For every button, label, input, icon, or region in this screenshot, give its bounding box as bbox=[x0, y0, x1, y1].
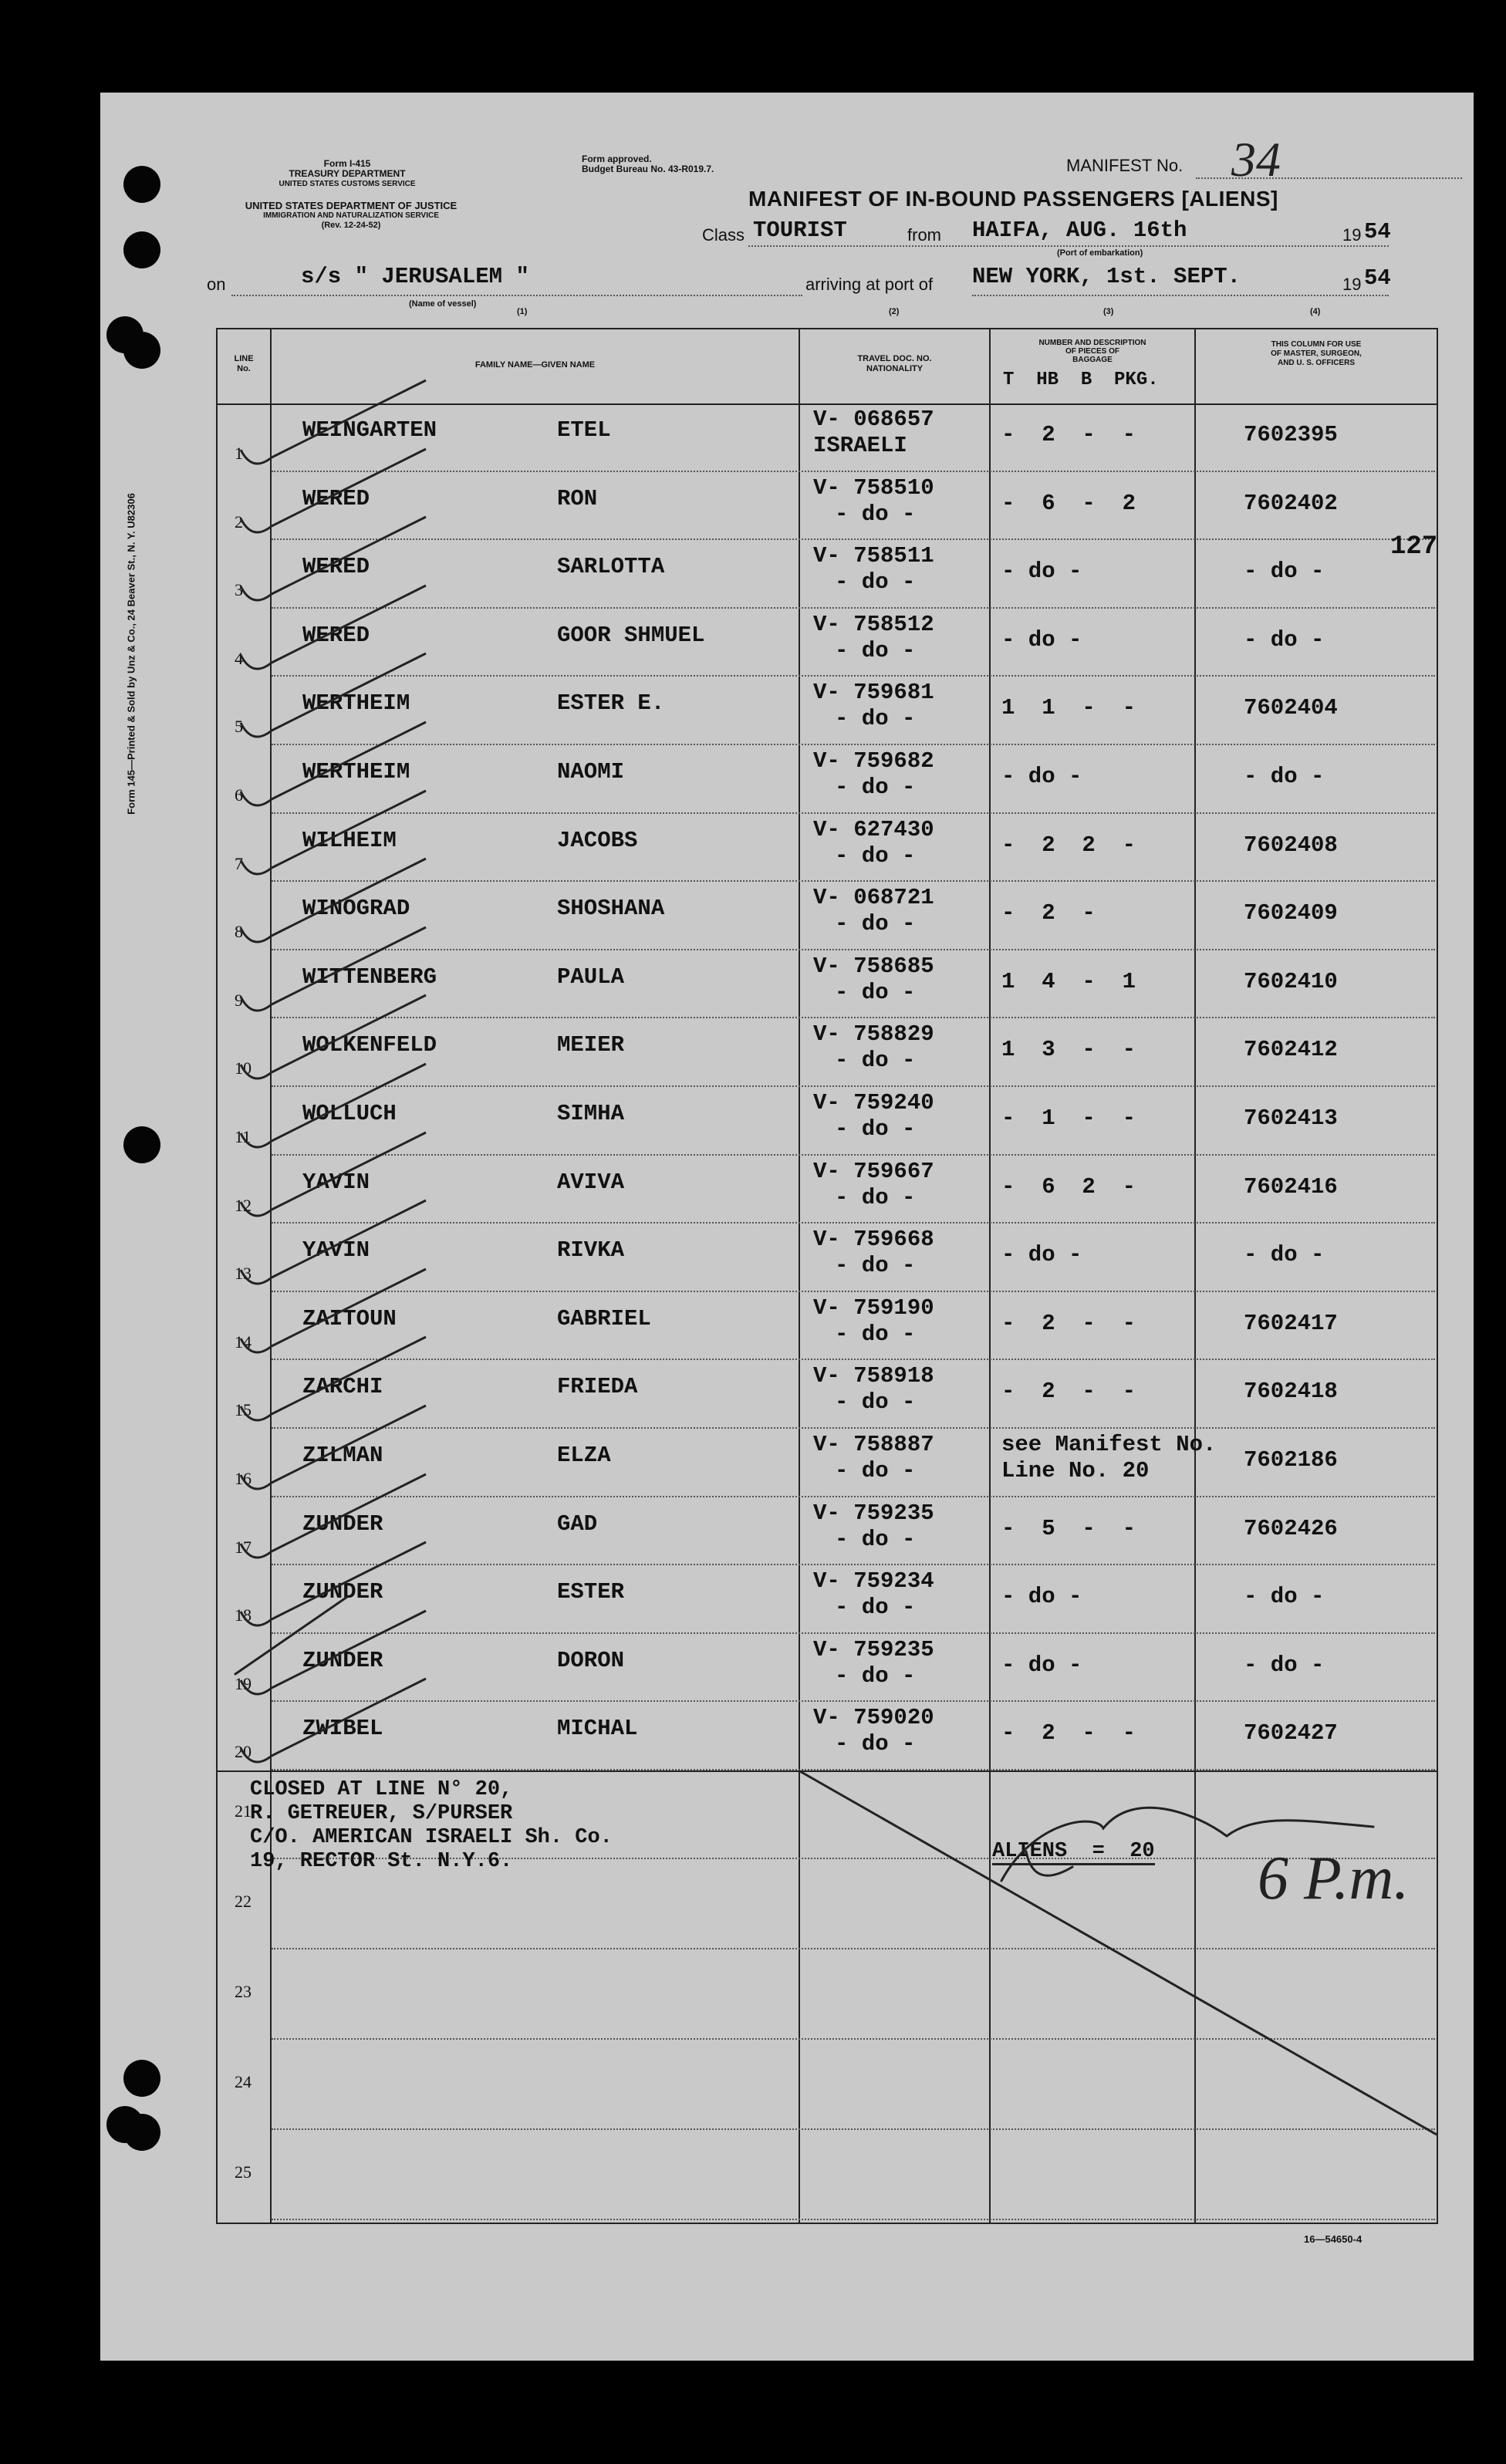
baggage: - 5 - - bbox=[1001, 1515, 1136, 1541]
given-name: ESTER E. bbox=[557, 690, 665, 717]
officer-entry: - do - bbox=[1244, 1584, 1325, 1610]
line-number: 7 bbox=[235, 853, 243, 873]
baggage: - do - bbox=[1001, 1652, 1082, 1678]
baggage: 1 3 - - bbox=[1001, 1037, 1136, 1063]
officer-entry: 7602418 bbox=[1244, 1379, 1338, 1405]
given-name: AVIVA bbox=[557, 1169, 625, 1195]
line-number: 5 bbox=[235, 717, 243, 737]
given-name: ETEL bbox=[557, 417, 611, 443]
baggage: - 6 - 2 bbox=[1001, 490, 1136, 516]
line-number: 13 bbox=[235, 1264, 252, 1284]
line-number: 25 bbox=[235, 2162, 252, 2182]
nationality: - do - bbox=[835, 569, 916, 596]
manifest-sheet bbox=[100, 93, 1474, 2361]
class-value: TOURIST bbox=[753, 218, 847, 243]
line-number: 21 bbox=[235, 1801, 252, 1821]
line-number: 11 bbox=[235, 1127, 252, 1146]
officer-entry: 7602426 bbox=[1244, 1515, 1338, 1541]
family-name: WITTENBERG bbox=[302, 964, 437, 990]
officer-entry: 7602427 bbox=[1244, 1720, 1338, 1747]
given-name: SHOSHANA bbox=[557, 896, 665, 922]
line-number: 17 bbox=[235, 1537, 252, 1557]
given-name: GOOR SHMUEL bbox=[557, 622, 705, 648]
from-label: from bbox=[907, 225, 941, 245]
baggage: - do - bbox=[1001, 1584, 1082, 1610]
family-name: WOLKENFELD bbox=[302, 1032, 437, 1058]
travel-doc-text: TRAVEL DOC. NO. bbox=[857, 354, 932, 363]
nationality: - do - bbox=[835, 1389, 916, 1416]
officer-entry: 7602417 bbox=[1244, 1310, 1338, 1336]
family-name: ZILMAN bbox=[302, 1443, 383, 1468]
closing-line-3: C/O. AMERICAN ISRAELI Sh. Co. bbox=[250, 1826, 613, 1849]
line-number: 9 bbox=[235, 990, 243, 1010]
name-header: FAMILY NAME—GIVEN NAME bbox=[474, 360, 596, 370]
line-number: 23 bbox=[235, 1982, 252, 2001]
class-label: Class bbox=[702, 225, 745, 245]
closing-line-1: CLOSED AT LINE N° 20, bbox=[250, 1778, 513, 1801]
baggage: - 1 - - bbox=[1001, 1105, 1136, 1131]
family-name: WOLLUCH bbox=[302, 1101, 397, 1126]
family-name: ZAITOUN bbox=[302, 1305, 397, 1332]
check-marks bbox=[100, 93, 1474, 2361]
line-number: 8 bbox=[235, 922, 243, 942]
line-number: 3 bbox=[235, 580, 243, 600]
baggage: see Manifest No. bbox=[1001, 1432, 1217, 1457]
travel-doc-number: V- 759234 bbox=[813, 1568, 934, 1595]
officer-entry: - do - bbox=[1244, 559, 1325, 585]
family-name: YAVIN bbox=[302, 1169, 370, 1195]
travel-doc-number: V- 759235 bbox=[813, 1636, 934, 1662]
nationality: - do - bbox=[835, 706, 916, 732]
revision-label: (Rev. 12-24-52) bbox=[321, 221, 381, 230]
given-name: PAULA bbox=[557, 964, 625, 990]
nationality: - do - bbox=[835, 1526, 916, 1552]
travel-doc-number: V- 627430 bbox=[813, 816, 934, 842]
vessel-note: (Name of vessel) bbox=[409, 299, 477, 309]
nationality: - do - bbox=[835, 1184, 916, 1210]
baggage-types: T HB B PKG. bbox=[1003, 370, 1159, 390]
family-name: ZUNDER bbox=[302, 1510, 383, 1537]
given-name: RON bbox=[557, 485, 598, 511]
on-label: on bbox=[207, 275, 226, 294]
travel-doc-number: V- 758829 bbox=[813, 1021, 934, 1048]
travel-doc-number: V- 068657 bbox=[813, 407, 934, 432]
nationality: - do - bbox=[835, 1253, 916, 1279]
officer-entry: 7602413 bbox=[1244, 1105, 1338, 1131]
margin-count: 127 bbox=[1390, 532, 1438, 562]
year-prefix: 19 bbox=[1342, 225, 1362, 245]
baggage: - 2 - - bbox=[1001, 422, 1136, 447]
line-number: 18 bbox=[235, 1605, 252, 1625]
family-name: ZARCHI bbox=[302, 1374, 383, 1400]
nationality: - do - bbox=[835, 1595, 916, 1621]
line-number: 2 bbox=[235, 511, 243, 532]
baggage: 1 4 - 1 bbox=[1001, 968, 1136, 994]
family-name: WILHEIM bbox=[302, 827, 397, 853]
nationality: - do - bbox=[835, 637, 916, 663]
closing-line-4: 19, RECTOR St. N.Y.6. bbox=[250, 1850, 513, 1873]
line-number: 24 bbox=[235, 2072, 252, 2091]
given-name: ESTER bbox=[557, 1579, 625, 1605]
arriving-label: arriving at port of bbox=[805, 275, 934, 294]
family-name: WEINGARTEN bbox=[302, 417, 437, 443]
officers-text-2: OF MASTER, SURGEON, bbox=[1271, 349, 1362, 358]
baggage: - do - bbox=[1001, 1242, 1082, 1268]
department-label: UNITED STATES DEPARTMENT OF JUSTICE bbox=[245, 200, 458, 211]
year-value: 54 bbox=[1364, 265, 1391, 291]
line-number: 10 bbox=[235, 1058, 252, 1078]
nationality: - do - bbox=[835, 1662, 916, 1689]
travel-doc-number: V- 758511 bbox=[813, 543, 934, 569]
manifest-number: 34 bbox=[1231, 132, 1281, 187]
family-name: WERTHEIM bbox=[302, 759, 410, 785]
family-name: ZUNDER bbox=[302, 1579, 383, 1605]
travel-doc-number: V- 759681 bbox=[813, 680, 934, 706]
nationality: - do - bbox=[835, 1458, 916, 1483]
vessel-name: s/s " JERUSALEM " bbox=[301, 264, 529, 289]
travel-doc-number: V- 758512 bbox=[813, 611, 934, 637]
given-name: FRIEDA bbox=[557, 1374, 638, 1400]
line-header-text: LINE bbox=[234, 354, 254, 363]
given-name: SARLOTTA bbox=[557, 554, 665, 580]
travel-doc-number: V- 759667 bbox=[813, 1158, 934, 1184]
family-name: YAVIN bbox=[302, 1237, 370, 1264]
family-name: WINOGRAD bbox=[302, 896, 410, 922]
line-number: 1 bbox=[235, 444, 243, 463]
officer-entry: 7602412 bbox=[1244, 1037, 1338, 1063]
travel-doc-number: V- 758510 bbox=[813, 474, 934, 501]
given-name: GABRIEL bbox=[557, 1305, 651, 1332]
travel-doc-number: V- 759235 bbox=[813, 1500, 934, 1526]
page-title: MANIFEST OF IN-BOUND PASSENGERS [ALIENS] bbox=[748, 187, 1278, 211]
nationality: ISRAELI bbox=[813, 433, 907, 458]
officers-text-3: AND U. S. OFFICERS bbox=[1277, 359, 1355, 367]
officer-entry: 7602395 bbox=[1244, 422, 1338, 447]
line-number: 22 bbox=[235, 1892, 252, 1911]
line-number: 19 bbox=[235, 1673, 252, 1693]
port-embark-note: (Port of embarkation) bbox=[1057, 248, 1143, 258]
nationality: - do - bbox=[835, 1321, 916, 1347]
handwritten-time: 6 P.m. bbox=[1258, 1845, 1410, 1912]
baggage-text-1: NUMBER AND DESCRIPTION bbox=[1038, 339, 1146, 347]
officer-entry: - do - bbox=[1244, 626, 1325, 653]
nationality: - do - bbox=[835, 1731, 916, 1757]
officer-entry: 7602186 bbox=[1244, 1447, 1338, 1473]
nationality: - do - bbox=[835, 979, 916, 1005]
given-name: GAD bbox=[557, 1510, 598, 1537]
officer-entry: - do - bbox=[1244, 764, 1325, 789]
form-number: Form I-415 bbox=[323, 158, 371, 169]
given-name: SIMHA bbox=[557, 1101, 625, 1126]
ins-label: IMMIGRATION AND NATURALIZATION SERVICE bbox=[263, 211, 439, 220]
family-name: WERTHEIM bbox=[302, 690, 410, 717]
baggage: - do - bbox=[1001, 626, 1082, 653]
baggage: - do - bbox=[1001, 559, 1082, 585]
officer-entry: 7602410 bbox=[1244, 968, 1338, 994]
customs-label: UNITED STATES CUSTOMS SERVICE bbox=[279, 180, 416, 188]
travel-doc-number: V- 758918 bbox=[813, 1363, 934, 1389]
officers-text-1: THIS COLUMN FOR USE bbox=[1271, 340, 1362, 349]
family-name: ZWIBEL bbox=[302, 1716, 383, 1742]
baggage: - 2 2 - bbox=[1001, 832, 1136, 858]
column-number: (1) bbox=[517, 307, 528, 316]
closing-line-2: R. GETREUER, S/PURSER bbox=[250, 1802, 513, 1825]
column-number: (4) bbox=[1310, 307, 1321, 316]
travel-doc-number: V- 758685 bbox=[813, 953, 934, 979]
treasury-label: TREASURY DEPARTMENT bbox=[289, 168, 406, 179]
budget-bureau: Budget Bureau No. 43-R019.7. bbox=[582, 164, 714, 174]
line-number: 16 bbox=[235, 1469, 252, 1488]
baggage-text-2: OF PIECES OF bbox=[1065, 347, 1119, 356]
officer-entry: - do - bbox=[1244, 1652, 1325, 1678]
embark-port: HAIFA, AUG. 16th bbox=[972, 218, 1187, 243]
travel-doc-number: V- 759682 bbox=[813, 748, 934, 774]
given-name: RIVKA bbox=[557, 1237, 625, 1264]
baggage: - 2 - bbox=[1001, 900, 1096, 927]
officer-entry: 7602409 bbox=[1244, 900, 1338, 927]
baggage: 1 1 - - bbox=[1001, 695, 1136, 721]
officer-entry: 7602402 bbox=[1244, 490, 1338, 516]
given-name: JACOBS bbox=[557, 827, 638, 853]
line-number: 4 bbox=[235, 648, 243, 668]
line-number: 14 bbox=[235, 1332, 252, 1352]
baggage: - 6 2 - bbox=[1001, 1173, 1136, 1200]
nationality: - do - bbox=[835, 1048, 916, 1074]
officer-entry: 7602404 bbox=[1244, 695, 1338, 721]
nationality: - do - bbox=[835, 842, 916, 869]
given-name: ELZA bbox=[557, 1443, 611, 1468]
travel-doc-number: V- 068721 bbox=[813, 885, 934, 911]
baggage-note: Line No. 20 bbox=[1001, 1458, 1150, 1483]
line-number: 15 bbox=[235, 1400, 252, 1420]
column-number: (2) bbox=[889, 307, 900, 316]
line-number: 12 bbox=[235, 1195, 252, 1215]
year-prefix: 19 bbox=[1342, 275, 1362, 294]
family-name: WERED bbox=[302, 554, 370, 580]
year-value: 54 bbox=[1364, 219, 1391, 245]
arrival-port: NEW YORK, 1st. SEPT. bbox=[972, 264, 1241, 289]
printer-imprint: Form 145—Printed & Sold by Unz & Co., 24 Beaver St., N. Y. U82306 bbox=[125, 493, 137, 815]
given-name: NAOMI bbox=[557, 759, 625, 785]
nationality: - do - bbox=[835, 911, 916, 937]
footer-code: 16—54650-4 bbox=[1304, 2233, 1362, 2245]
manifest-number-label: MANIFEST No. bbox=[1066, 156, 1184, 175]
line-number: 6 bbox=[235, 785, 243, 805]
given-name: MEIER bbox=[557, 1032, 625, 1058]
no-header-text: No. bbox=[237, 364, 251, 373]
travel-doc-number: V- 759668 bbox=[813, 1227, 934, 1253]
column-number: (3) bbox=[1103, 307, 1114, 316]
family-name: WERED bbox=[302, 485, 370, 511]
officer-entry: - do - bbox=[1244, 1242, 1325, 1268]
travel-doc-number: V- 759240 bbox=[813, 1090, 934, 1116]
officer-entry: 7602408 bbox=[1244, 832, 1338, 858]
line-number: 20 bbox=[235, 1742, 252, 1762]
baggage-text-3: BAGGAGE bbox=[1072, 356, 1113, 364]
family-name: ZUNDER bbox=[302, 1647, 383, 1673]
nationality: - do - bbox=[835, 1116, 916, 1142]
nationality-text: NATIONALITY bbox=[866, 364, 924, 373]
form-approved: Form approved. bbox=[582, 154, 652, 164]
officer-entry: 7602416 bbox=[1244, 1173, 1338, 1200]
baggage: - 2 - - bbox=[1001, 1379, 1136, 1405]
given-name: DORON bbox=[557, 1647, 625, 1673]
travel-doc-number: V- 758887 bbox=[813, 1432, 934, 1457]
nationality: - do - bbox=[835, 501, 916, 527]
baggage: - 2 - - bbox=[1001, 1720, 1136, 1747]
family-name: WERED bbox=[302, 622, 370, 648]
nationality: - do - bbox=[835, 775, 916, 800]
travel-doc-number: V- 759190 bbox=[813, 1294, 934, 1321]
given-name: MICHAL bbox=[557, 1716, 638, 1742]
baggage: - do - bbox=[1001, 764, 1082, 789]
aliens-total: ALIENS = 20 bbox=[992, 1840, 1155, 1865]
travel-doc-number: V- 759020 bbox=[813, 1705, 934, 1731]
baggage: - 2 - - bbox=[1001, 1310, 1136, 1336]
